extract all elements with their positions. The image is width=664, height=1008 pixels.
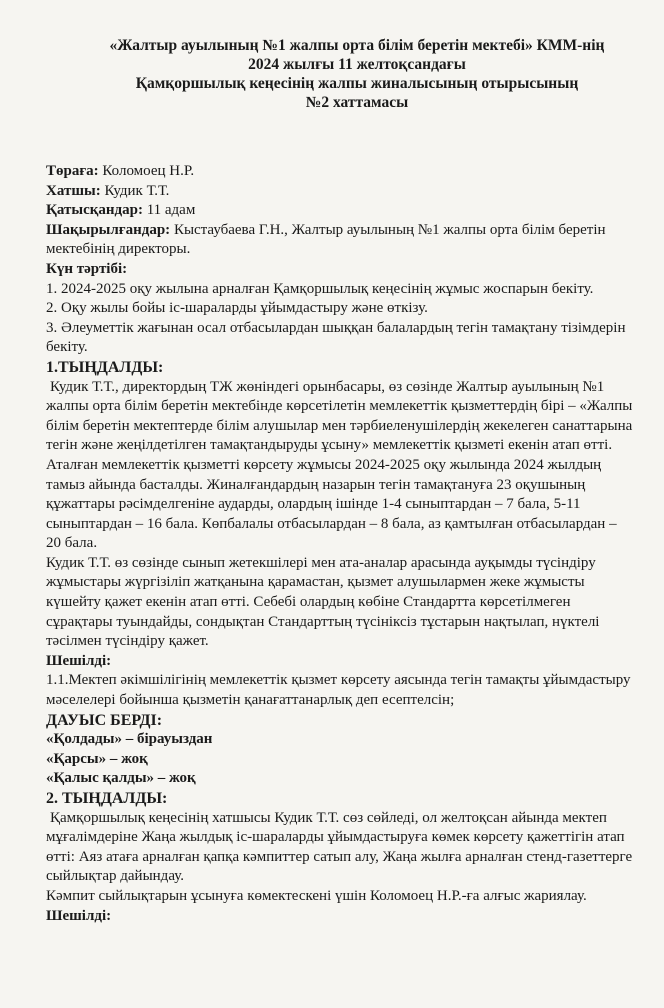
secretary-row — [46, 182, 634, 202]
document-body — [46, 162, 634, 926]
document-header — [46, 0, 634, 112]
invited-row — [46, 221, 634, 260]
section1-paragraph-3: Кудик Т.Т. өз сөзінде сынып жетекшілері мен ата-аналар арасында ауқымды түсіндіру жұмыстары жүргізіліп жатқанына қарамастан, қызмет алушылармен жеке жұмысты күшейту қажет екенін атап өтті. Себебі олардың көбіне Стандартта көрсетілмеген сұрақтары туындайды, сондықтан Стандарттың түсініксіз тұстарын нақтылап, нүктелі тәсілмен түсіндіру қажет. — [46, 554, 600, 650]
agenda-item-1: 1. 2024-2025 оқу жылына арналған Қамқоршылық кеңесінің жұмыс жоспарын бекіту. — [46, 280, 594, 297]
section2-title: 2. ТЫҢДАЛДЫ: — [46, 790, 168, 807]
chair-row — [46, 162, 634, 182]
participants-label: Қатысқандар: — [46, 202, 143, 219]
participants-row — [46, 201, 634, 221]
section1-title: 1.ТЫҢДАЛДЫ: — [46, 358, 164, 376]
section1-paragraph-2: Аталған мемлекеттік қызметті көрсету жұмысы 2024-2025 оқу жылында 2024 жылдың тамыз айында басталды. Жиналғандардың назарын тегін тамақтануға 23 оқушының құжаттары рәсімделгеніне аударды, олардың ішінде 1-4 сыныптардан – 7 бала, 5-11 сыныптардан – 16 бала. Көпбалалы отбасылардан – 8 бала, аз қамтылған отбасылардан – 20 бала. — [46, 456, 617, 552]
secretary-value: Кудик Т.Т. — [100, 182, 170, 199]
invited-value: Кыстаубаева Г.Н., Жалтыр ауылының №1 жалпы орта білім беретін мектебінің директоры. — [46, 221, 606, 258]
section1-decided-label: Шешілді: — [46, 652, 112, 669]
header-school-line: «Жалтыр ауылының №1 жалпы орта білім беретін мектебі» КММ-нің — [109, 37, 605, 54]
agenda-title: Күн тәртібі: — [46, 260, 128, 277]
section2-paragraph-1: Қамқоршылық кеңесінің хатшысы Кудик Т.Т. сөз сөйледі, ол желтоқсан айында мектеп мұғалімдеріне Жаңа жылдық іс-шараларды ұйымдастыруға көмек көрсету қажеттігін атап өтті: Аяз атаға арналған қапқа кәмпиттер сатып алу, Жаңа жылға арналған стенд-газеттерге сыйлықтар дайындау. — [46, 809, 633, 885]
section1-paragraph-1: Кудик Т.Т., директордың ТЖ жөніндегі орынбасары, өз сөзінде Жалтыр ауылының №1 жалпы орта білім беретін мектебінде көрсетілетін мемлекеттік қызметтердің бірі – «Жалпы білім беретін мектептерде білім алушылар мен тәрбиеленушілердің жекелеген санаттарына тегін және жеңілдетілген тамақтандыруды ұсыну» мемлекеттік қызметі екенін атап өтті. — [46, 378, 633, 454]
header-protocol-number: №2 хаттамасы — [305, 94, 409, 111]
invited-label: Шақырылғандар: — [46, 221, 171, 238]
vote-against: «Қарсы» – жоқ — [46, 750, 148, 767]
section2-decided-label: Шешілді: — [46, 907, 112, 924]
section1-decision: 1.1.Мектеп әкімшілігінің мемлекеттік қызмет көрсету аясында тегін тамақты ұйымдастыру мәселелері бойынша қызметін қанағаттанарлық деп есептелсін; — [46, 672, 631, 709]
participants-value: 11 адам — [142, 202, 196, 219]
vote-for: «Қолдады» – бірауыздан — [46, 731, 213, 748]
chair-label: Төраға: — [46, 163, 99, 179]
agenda-item-2: 2. Оқу жылы бойы іс-шараларды ұйымдастыру және өткізу. — [46, 300, 428, 317]
secretary-label: Хатшы: — [46, 182, 101, 199]
vote-title: ДАУЫС БЕРДІ: — [46, 711, 163, 729]
header-council-line: Қамқоршылық кеңесінің жалпы жиналысының отырысының — [135, 75, 579, 92]
chair-value: Коломоец Н.Р. — [98, 163, 195, 179]
header-date-line: 2024 жылғы 11 желтоқсандағы — [248, 56, 466, 73]
agenda-item-3: 3. Әлеуметтік жағынан осал отбасылардан шыққан балалардың тегін тамақтану тізімдерін бекіту. — [46, 319, 626, 356]
vote-abstain: «Қалыс қалды» – жоқ — [46, 770, 196, 787]
section2-paragraph-2: Кәмпит сыйлықтарын ұсынуға көмектескені үшін Коломоец Н.Р.-ға алғыс жариялау. — [46, 887, 587, 904]
